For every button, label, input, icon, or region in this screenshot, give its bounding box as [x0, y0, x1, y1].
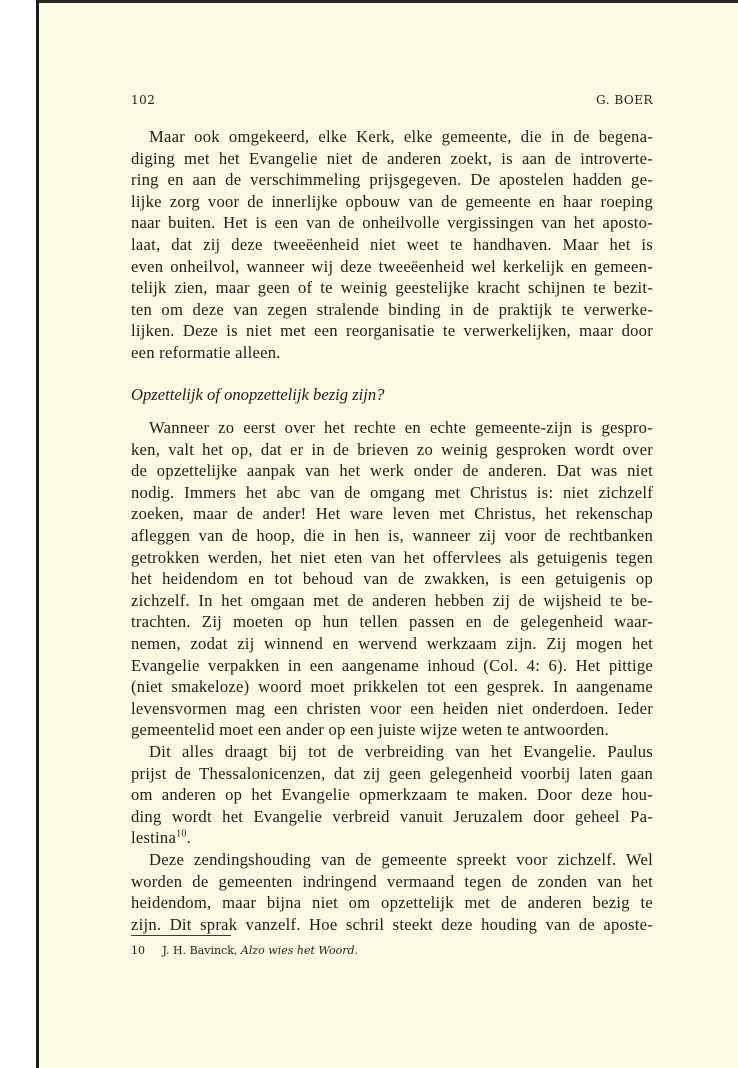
- paragraph-4: [131, 849, 653, 935]
- page-number: 102: [131, 93, 156, 107]
- footnote-number: 10: [131, 944, 145, 957]
- text-line: lijke zorg voor de innerlijke opbouw van de gemeente en haar roeping: [131, 191, 653, 211]
- footnote: [131, 944, 358, 957]
- text-line: Deze zendingshouding van de gemeente spreekt voor zichzelf. Wel: [149, 850, 653, 869]
- text-line: nemen, zodat zij winnend en wervend werkzaam zijn. Zij mogen het: [131, 633, 653, 653]
- paragraph-2: [131, 417, 653, 741]
- footnote-reference: 10: [176, 828, 187, 840]
- text-line: ring en aan de verschimmeling prijsgegeven. De apostelen hadden ge-: [131, 170, 653, 190]
- text-line: prijst de Thessalonicenzen, dat zij geen gelegenheid voorbij laten gaan: [131, 763, 653, 783]
- text-line: Maar ook omgekeerd, elke Kerk, elke gemeente, die in de begena-: [149, 127, 653, 146]
- text-line: ding wordt het Evangelie verbreid vanuit Jeruzalem door geheel Pa-: [131, 806, 653, 826]
- text-line: lijken. Deze is niet met een reorganisatie te verwerkelijken, maar door: [131, 321, 653, 341]
- text-line: om anderen op het Evangelie opmerkzaam te maken. Door deze hou-: [131, 785, 653, 805]
- paragraph-3: [131, 741, 653, 849]
- footnote-title: Alzo wies het Woord.: [240, 944, 358, 957]
- scan-margin: [0, 0, 38, 1068]
- text-line: zoeken, maar de ander! Het ware leven met Christus, het rekenschap: [131, 504, 653, 524]
- text-line: trachten. Zij moeten op hun tellen passen en de gelegenheid waar-: [131, 612, 653, 632]
- text-line: zichzelf. In het omgaan met de anderen hebben zij de wijsheid te be-: [131, 590, 653, 610]
- text-line: diging met het Evangelie niet de anderen zoekt, is aan de introverte-: [131, 148, 653, 168]
- text-line: gemeentelid moet een ander op een juiste wijze weten te antwoorden.: [131, 720, 609, 740]
- text-line: ken, valt het op, dat er in de brieven zo weinig gesproken wordt over: [131, 439, 653, 459]
- running-author: G. BOER: [596, 93, 653, 107]
- text-line: het heidendom en tot behoud van de zwakken, is een getuigenis op: [131, 569, 653, 589]
- paragraph-1: [131, 126, 653, 364]
- text-line: ten om deze van zegen stralende binding in de praktijk te verwerke-: [131, 299, 653, 319]
- text-line: zijn. Dit sprak vanzelf. Hoe schril steekt deze houding van de aposte-: [131, 914, 653, 934]
- text-fragment: lestina: [131, 828, 177, 848]
- text-line: naar buiten. Het is een van de onheilvolle vergissingen van het aposto-: [131, 213, 653, 233]
- text-line: een reformatie alleen.: [131, 342, 281, 362]
- text-line: Dit alles draagt bij tot de verbreiding van het Evangelie. Paulus: [149, 742, 653, 761]
- text-line: (niet smakeloze) woord moet prikkelen tot een gesprek. In aangename: [131, 677, 653, 697]
- text-line: heidendom, maar bijna niet om opzettelijk met de anderen bezig te: [131, 893, 653, 913]
- text-fragment: .: [186, 828, 191, 848]
- text-line: telijk zien, maar geen of te weinig geestelijke kracht schijnen te bezit-: [131, 278, 653, 298]
- text-line: Wanneer zo eerst over het rechte en echte gemeente-zijn is gespro-: [149, 418, 653, 437]
- text-line: even onheilvol, wanneer wij deze tweeëenheid wel kerkelijk en gemeen-: [131, 256, 653, 276]
- text-line: levensvormen mag een christen voor een heiden niet onderdoen. Ieder: [131, 698, 653, 718]
- text-line: getrokken werden, het niet eten van het offervlees als getuigenis tegen: [131, 547, 653, 567]
- text-line: de opzettelijke aanpak van het werk onder de anderen. Dat was niet: [131, 461, 653, 481]
- text-line: [131, 827, 653, 849]
- text-line: worden de gemeenten indringend vermaand tegen de zonden van het: [131, 871, 653, 891]
- section-heading: Opzettelijk of onopzettelijk bezig zijn?: [131, 385, 385, 404]
- text-line: Evangelie verpakken in een aangename inhoud (Col. 4: 6). Het pittige: [131, 655, 653, 675]
- page-left-border: [36, 0, 39, 1068]
- text-line: laat, dat zij deze tweeëenheid niet weet te handhaven. Maar het is: [131, 234, 653, 254]
- text-line: nodig. Immers het abc van de omgang met Christus is: niet zichzelf: [131, 482, 653, 502]
- footnote-author: J. H. Bavinck,: [162, 944, 238, 957]
- text-line: afleggen van de hoop, die in hen is, wanneer zij voor de rechtbanken: [131, 525, 653, 545]
- footnote-rule: [131, 935, 231, 936]
- page-top-border: [38, 0, 738, 3]
